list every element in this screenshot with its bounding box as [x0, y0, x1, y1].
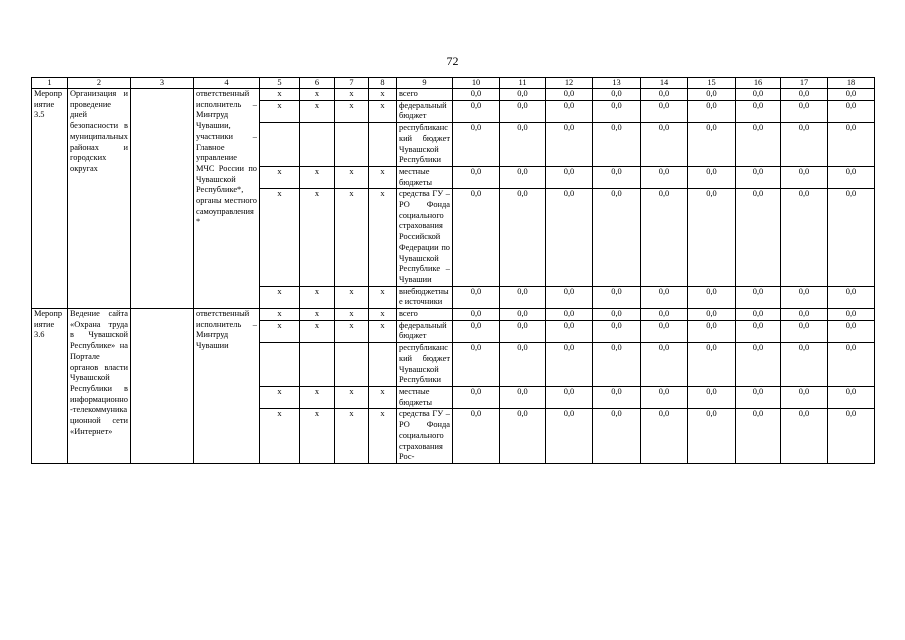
value-cell: 0,0 [781, 309, 828, 321]
value-cell: 0,0 [828, 286, 875, 308]
value-cell: 0,0 [453, 286, 500, 308]
measure-responsible: ответственный исполнитель – Минтруд Чувашии [194, 309, 260, 464]
budget-code-col-7: x [335, 286, 369, 308]
column-number-7: 7 [335, 78, 369, 89]
value-cell: 0,0 [641, 123, 688, 167]
budget-code-col-7 [335, 123, 369, 167]
value-cell: 0,0 [593, 89, 641, 101]
budget-code-col-8: x [369, 320, 397, 342]
value-cell: 0,0 [781, 386, 828, 408]
funding-source: федеральный бюджет [397, 320, 453, 342]
budget-code-col-8: x [369, 409, 397, 464]
budget-code-col-5: x [260, 386, 300, 408]
value-cell: 0,0 [736, 343, 781, 387]
budget-code-col-6 [300, 123, 335, 167]
value-cell: 0,0 [736, 286, 781, 308]
value-cell: 0,0 [736, 166, 781, 188]
value-cell: 0,0 [688, 320, 736, 342]
funding-source: федеральный бюджет [397, 100, 453, 122]
value-cell: 0,0 [453, 409, 500, 464]
measure-column-3 [131, 89, 194, 309]
budget-code-col-5: x [260, 309, 300, 321]
value-cell: 0,0 [453, 123, 500, 167]
funding-source: всего [397, 309, 453, 321]
value-cell: 0,0 [593, 166, 641, 188]
column-number-2: 2 [68, 78, 131, 89]
column-number-13: 13 [593, 78, 641, 89]
budget-code-col-5: x [260, 189, 300, 286]
value-cell: 0,0 [453, 386, 500, 408]
budget-code-col-8: x [369, 166, 397, 188]
value-cell: 0,0 [500, 309, 546, 321]
budget-code-col-7: x [335, 100, 369, 122]
column-number-row [32, 78, 875, 89]
value-cell: 0,0 [593, 343, 641, 387]
value-cell: 0,0 [546, 286, 593, 308]
budget-code-col-7: x [335, 386, 369, 408]
value-cell: 0,0 [736, 320, 781, 342]
value-cell: 0,0 [641, 320, 688, 342]
value-cell: 0,0 [736, 409, 781, 464]
column-number-1: 1 [32, 78, 68, 89]
value-cell: 0,0 [736, 189, 781, 286]
budget-code-col-6: x [300, 320, 335, 342]
value-cell: 0,0 [781, 409, 828, 464]
value-cell: 0,0 [546, 123, 593, 167]
budget-code-col-6: x [300, 189, 335, 286]
value-cell: 0,0 [641, 100, 688, 122]
value-cell: 0,0 [688, 189, 736, 286]
value-cell: 0,0 [641, 89, 688, 101]
budget-code-col-7 [335, 343, 369, 387]
budget-code-col-5: x [260, 100, 300, 122]
value-cell: 0,0 [641, 286, 688, 308]
value-cell: 0,0 [641, 166, 688, 188]
funding-source: республиканский бюджет Чувашской Республики [397, 123, 453, 167]
value-cell: 0,0 [688, 166, 736, 188]
value-cell: 0,0 [688, 286, 736, 308]
value-cell: 0,0 [453, 320, 500, 342]
value-cell: 0,0 [828, 189, 875, 286]
funding-source: местные бюджеты [397, 386, 453, 408]
measure-code: Мероприятие 3.6 [32, 309, 68, 464]
value-cell: 0,0 [593, 123, 641, 167]
funding-source: местные бюджеты [397, 166, 453, 188]
value-cell: 0,0 [453, 309, 500, 321]
column-number-6: 6 [300, 78, 335, 89]
budget-code-col-8: x [369, 386, 397, 408]
value-cell: 0,0 [500, 320, 546, 342]
value-cell: 0,0 [546, 89, 593, 101]
budget-code-col-5 [260, 123, 300, 167]
table-row [32, 309, 875, 321]
funding-source: всего [397, 89, 453, 101]
value-cell: 0,0 [593, 286, 641, 308]
column-number-18: 18 [828, 78, 875, 89]
value-cell: 0,0 [736, 89, 781, 101]
value-cell: 0,0 [500, 409, 546, 464]
value-cell: 0,0 [641, 386, 688, 408]
budget-code-col-7: x [335, 166, 369, 188]
value-cell: 0,0 [688, 309, 736, 321]
column-number-14: 14 [641, 78, 688, 89]
value-cell: 0,0 [781, 123, 828, 167]
value-cell: 0,0 [500, 286, 546, 308]
column-number-9: 9 [397, 78, 453, 89]
table-row [32, 89, 875, 101]
value-cell: 0,0 [781, 100, 828, 122]
value-cell: 0,0 [453, 166, 500, 188]
value-cell: 0,0 [546, 309, 593, 321]
program-budget-table [31, 77, 875, 464]
budget-code-col-5 [260, 343, 300, 387]
value-cell: 0,0 [593, 100, 641, 122]
value-cell: 0,0 [641, 343, 688, 387]
budget-code-col-6: x [300, 386, 335, 408]
value-cell: 0,0 [828, 89, 875, 101]
value-cell: 0,0 [546, 189, 593, 286]
budget-code-col-8 [369, 123, 397, 167]
value-cell: 0,0 [828, 343, 875, 387]
value-cell: 0,0 [500, 343, 546, 387]
value-cell: 0,0 [453, 100, 500, 122]
value-cell: 0,0 [736, 100, 781, 122]
value-cell: 0,0 [828, 309, 875, 321]
value-cell: 0,0 [781, 286, 828, 308]
value-cell: 0,0 [500, 166, 546, 188]
measure-column-3 [131, 309, 194, 464]
budget-code-col-6: x [300, 166, 335, 188]
value-cell: 0,0 [828, 123, 875, 167]
value-cell: 0,0 [736, 123, 781, 167]
column-number-10: 10 [453, 78, 500, 89]
budget-code-col-7: x [335, 309, 369, 321]
budget-code-col-6: x [300, 309, 335, 321]
budget-code-col-8 [369, 343, 397, 387]
budget-code-col-6: x [300, 89, 335, 101]
budget-code-col-8: x [369, 89, 397, 101]
value-cell: 0,0 [546, 100, 593, 122]
column-number-5: 5 [260, 78, 300, 89]
value-cell: 0,0 [781, 189, 828, 286]
column-number-3: 3 [131, 78, 194, 89]
value-cell: 0,0 [688, 386, 736, 408]
value-cell: 0,0 [546, 409, 593, 464]
value-cell: 0,0 [546, 343, 593, 387]
budget-code-col-7: x [335, 320, 369, 342]
value-cell: 0,0 [781, 343, 828, 387]
value-cell: 0,0 [641, 309, 688, 321]
value-cell: 0,0 [736, 309, 781, 321]
value-cell: 0,0 [828, 386, 875, 408]
budget-code-col-8: x [369, 189, 397, 286]
funding-source: республиканский бюджет Чувашской Республики [397, 343, 453, 387]
column-number-11: 11 [500, 78, 546, 89]
value-cell: 0,0 [688, 100, 736, 122]
measure-name: Организация и проведение дней безопасности в муниципальных районах и городских округах [68, 89, 131, 309]
column-number-16: 16 [736, 78, 781, 89]
budget-code-col-7: x [335, 189, 369, 286]
budget-code-col-5: x [260, 89, 300, 101]
value-cell: 0,0 [453, 89, 500, 101]
value-cell: 0,0 [546, 166, 593, 188]
column-number-4: 4 [194, 78, 260, 89]
value-cell: 0,0 [641, 409, 688, 464]
budget-code-col-6: x [300, 286, 335, 308]
measure-name: Ведение сайта «Охрана труда в Чувашской Республике» на Портале органов власти Чувашской Республики в информационно-телекоммуникационной сети «Интернет» [68, 309, 131, 464]
budget-code-col-8: x [369, 309, 397, 321]
budget-code-col-8: x [369, 286, 397, 308]
value-cell: 0,0 [500, 189, 546, 286]
funding-source: средства ГУ – РО Фонда социального страхования Рос- [397, 409, 453, 464]
budget-code-col-5: x [260, 166, 300, 188]
value-cell: 0,0 [828, 409, 875, 464]
value-cell: 0,0 [453, 343, 500, 387]
value-cell: 0,0 [593, 320, 641, 342]
value-cell: 0,0 [781, 166, 828, 188]
value-cell: 0,0 [688, 89, 736, 101]
measure-code: Мероприятие 3.5 [32, 89, 68, 309]
value-cell: 0,0 [593, 409, 641, 464]
value-cell: 0,0 [828, 166, 875, 188]
value-cell: 0,0 [500, 100, 546, 122]
budget-code-col-6: x [300, 409, 335, 464]
funding-source: внебюджетные источники [397, 286, 453, 308]
page-number: 72 [446, 54, 459, 68]
value-cell: 0,0 [546, 386, 593, 408]
value-cell: 0,0 [453, 189, 500, 286]
value-cell: 0,0 [641, 189, 688, 286]
budget-code-col-5: x [260, 286, 300, 308]
value-cell: 0,0 [593, 309, 641, 321]
value-cell: 0,0 [593, 189, 641, 286]
value-cell: 0,0 [828, 100, 875, 122]
value-cell: 0,0 [500, 123, 546, 167]
funding-source: средства ГУ – РО Фонда социального страхования Российской Федерации по Чувашской Республике – Чувашии [397, 189, 453, 286]
value-cell: 0,0 [546, 320, 593, 342]
budget-code-col-6 [300, 343, 335, 387]
budget-code-col-5: x [260, 409, 300, 464]
value-cell: 0,0 [781, 320, 828, 342]
budget-code-col-7: x [335, 409, 369, 464]
value-cell: 0,0 [828, 320, 875, 342]
column-number-12: 12 [546, 78, 593, 89]
column-number-15: 15 [688, 78, 736, 89]
value-cell: 0,0 [593, 386, 641, 408]
column-number-17: 17 [781, 78, 828, 89]
measure-responsible: ответственный исполнитель – Минтруд Чувашии, участники – Главное управление МЧС России по Чувашской Республике*, органы местного самоуправления* [194, 89, 260, 309]
value-cell: 0,0 [500, 386, 546, 408]
budget-code-col-7: x [335, 89, 369, 101]
value-cell: 0,0 [688, 409, 736, 464]
budget-code-col-8: x [369, 100, 397, 122]
value-cell: 0,0 [500, 89, 546, 101]
value-cell: 0,0 [781, 89, 828, 101]
budget-code-col-5: x [260, 320, 300, 342]
value-cell: 0,0 [688, 343, 736, 387]
budget-code-col-6: x [300, 100, 335, 122]
value-cell: 0,0 [688, 123, 736, 167]
value-cell: 0,0 [736, 386, 781, 408]
column-number-8: 8 [369, 78, 397, 89]
